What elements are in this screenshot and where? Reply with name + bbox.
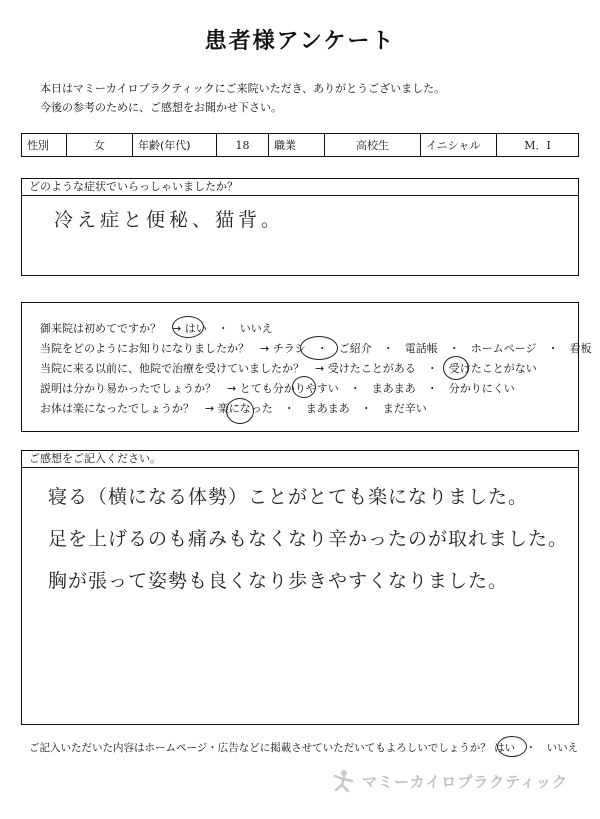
question-text: 説明は分かり易かったでしょうか？ →	[40, 382, 237, 395]
answer-circle-relieved	[226, 398, 254, 424]
intro-line-2: 今後の参考のために、ご感想をお聞かせ下さい。	[40, 101, 282, 114]
symptom-question: どのような症状でいらっしゃいましたか？	[21, 178, 579, 196]
consent-question: ご記入いただいた内容はホームページ・広告などに掲載させていただいてもよろしいでしょうか？	[29, 742, 491, 754]
initial-value: M．I	[524, 139, 551, 152]
comment-line-3: 胸が張って姿勢も良くなり歩きやすくなりました。	[48, 570, 509, 592]
consent-options: はい ・ いいえ	[494, 742, 579, 754]
gender-value: 女	[67, 134, 133, 156]
question-text: お体は楽になったでしょうか？ →	[40, 402, 215, 415]
comments-heading: ご感想をご記入ください。	[21, 450, 579, 468]
question-options: はい ・ いいえ	[184, 322, 273, 335]
job-label: 職業	[269, 134, 325, 156]
question-text: 当院に来る以前に、他院で治療を受けていましたか？ →	[40, 362, 325, 375]
age-value: 18	[217, 134, 269, 156]
symptom-answer: 冷え症と便秘、猫背。	[54, 209, 285, 231]
answer-circle-easy	[292, 376, 316, 398]
page-title: 患者様アンケート	[204, 29, 396, 54]
answer-circle-yes	[172, 316, 204, 338]
question-first-visit	[40, 320, 273, 336]
initial-label: イニシャル	[421, 134, 497, 156]
logo-text: マミーカイロプラクティック	[361, 772, 568, 791]
patient-info-row	[21, 133, 579, 157]
question-explanation	[40, 380, 515, 396]
clinic-logo	[330, 768, 568, 794]
dancer-logo-icon	[330, 768, 356, 794]
comment-line-1: 寝る（横になる体勢）ことがとても楽になりました。	[48, 486, 529, 508]
answer-circle-never	[443, 356, 469, 380]
job-value: 高校生	[325, 134, 421, 156]
comment-line-2: 足を上げるのも痛みもなくなり辛かったのが取れました。	[48, 528, 569, 550]
gender-label: 性別	[22, 134, 67, 156]
question-options: 楽になった ・ まあまあ ・ まだ辛い	[217, 402, 427, 415]
age-label: 年齢(年代)	[133, 134, 217, 156]
answer-circle-referral	[300, 336, 338, 360]
consent-circle-yes	[497, 736, 527, 757]
question-text: 当院をどのようにお知りになりましたか？ →	[40, 342, 270, 355]
consent-row	[29, 740, 578, 755]
question-options: とても分かりやすい ・ まあまあ ・ 分かりにくい	[239, 382, 515, 395]
question-text: 御来院は初めてですか？ →	[40, 322, 182, 335]
intro-line-1: 本日はマミーカイロプラクティックにご来院いただき、ありがとうございました。	[40, 82, 446, 95]
question-options: チラシ ・ ご紹介 ・ 電話帳 ・ ホームページ ・ 看板	[272, 342, 592, 355]
question-options: 受けたことがある ・ 受けたことがない	[327, 362, 537, 375]
